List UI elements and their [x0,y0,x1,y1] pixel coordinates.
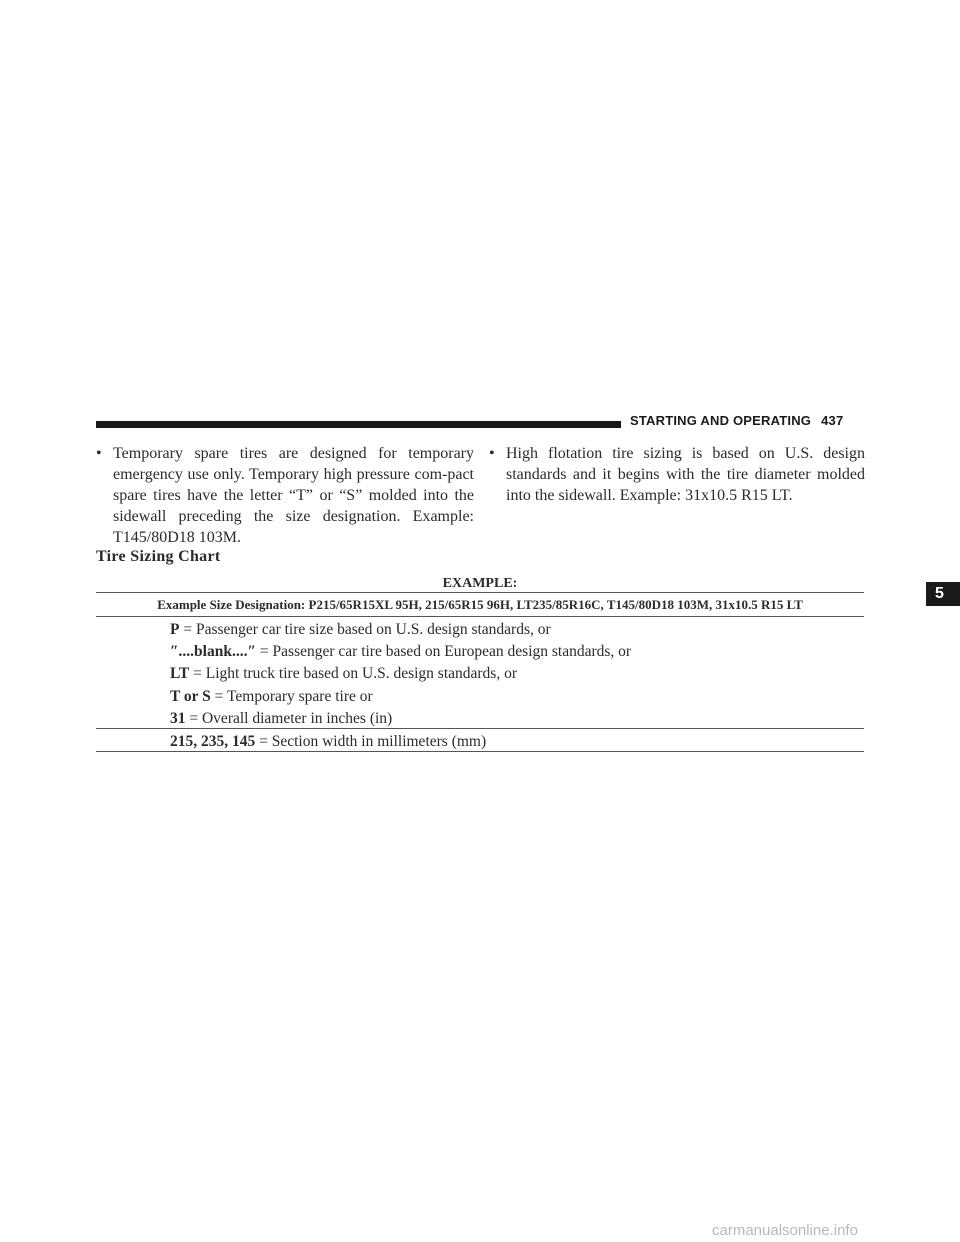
definition-row [170,733,486,751]
left-column [96,443,474,548]
bullet-marker: • [96,445,102,462]
definition-term: 215, 235, 145 [170,733,256,750]
bullet-text: High flotation tire sizing is based on U.S. design standards and it begins with the tire diameter molded into the sidewall. Example: 31x10.5 R15 LT. [506,445,865,504]
definition-desc: = Passenger car tire based on European design standards, or [256,643,632,660]
page-number: 437 [821,413,844,428]
header-rule [96,421,621,428]
bullet-marker: • [489,445,495,462]
bullet-text: Temporary spare tires are designed for temporary emergency use only. Temporary high pressure com-pact spare tires have the letter “T” or “S” molded into the sidewall preceding the size designation. Example: T145/80D18 103M. [113,445,474,546]
bullet-high-flotation [489,443,865,506]
watermark: carmanualsonline.info [712,1222,858,1239]
definition-term: P [170,621,180,638]
definition-row [170,665,517,683]
definition-desc: = Passenger car tire size based on U.S. design standards, or [179,621,551,638]
definition-term: 31 [170,710,186,727]
table-rule [96,616,864,617]
definition-row [170,621,551,639]
definition-desc: = Temporary spare tire or [210,688,373,705]
definition-row [170,688,373,706]
chapter-tab: 5 [926,582,960,606]
definition-row [170,643,631,661]
definition-desc: = Section width in millimeters (mm) [255,733,487,750]
definition-term: LT [170,665,190,682]
example-size-designation: Example Size Designation: P215/65R15XL 95H, 215/65R15 96H, LT235/85R16C, T145/80D18 103M, 31x10.5 R15 LT [157,597,803,612]
section-title: STARTING AND OPERATING [630,413,812,428]
definition-desc: = Overall diameter in inches (in) [185,710,393,727]
table-rule [96,592,864,593]
running-header [630,413,843,428]
bullet-temporary-spare [96,443,474,548]
definition-desc: = Light truck tire based on U.S. design standards, or [189,665,517,682]
chart-example-title: EXAMPLE: [442,576,518,591]
definition-row [170,710,392,728]
section-heading: Tire Sizing Chart [96,548,221,565]
table-rule [96,751,864,752]
definition-term: T or S [170,688,211,705]
table-rule [96,728,864,729]
definition-term: ″....blank....″ [170,643,257,660]
right-column [489,443,865,506]
